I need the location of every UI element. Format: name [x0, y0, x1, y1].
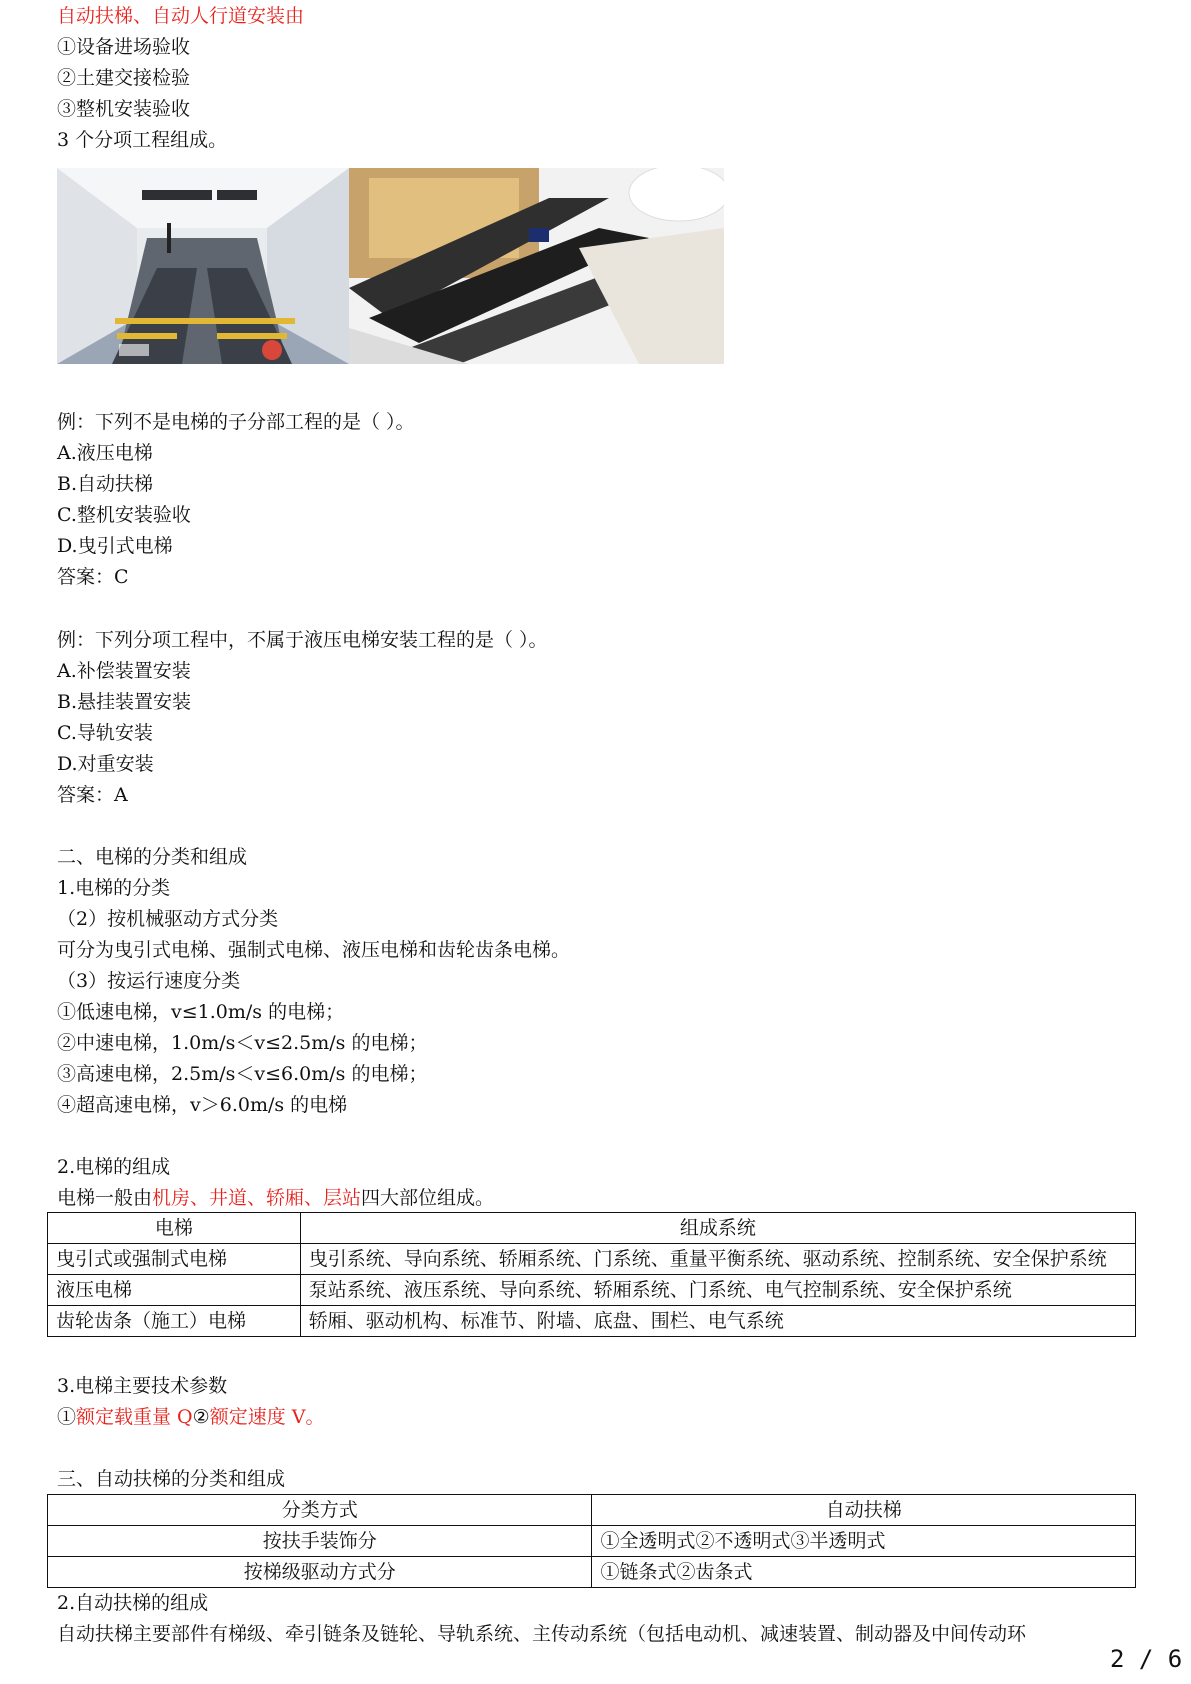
example2-option: D.对重安装 [57, 753, 154, 775]
table-row [48, 1275, 1136, 1306]
speed-class: ③高速电梯，2.5m/s＜v≤6.0m/s 的电梯； [57, 1063, 428, 1085]
intro-item: ①设备进场验收 [57, 36, 191, 58]
page-number: 2 / 6 [1110, 1645, 1183, 1673]
table-row [48, 1557, 1136, 1588]
intro-title: 自动扶梯、自动人行道安装由 [57, 5, 305, 27]
escalator-photo [349, 168, 724, 364]
composition-text [57, 1186, 494, 1210]
param-load: 额定载重量 Q [76, 1406, 193, 1428]
escalator-classification-table [47, 1494, 1136, 1588]
section2-heading: 二、电梯的分类和组成 [57, 846, 248, 868]
section2-sub1: 1.电梯的分类 [57, 877, 171, 899]
example1-option: C.整机安装验收 [57, 504, 191, 526]
table-cell: 曳引系统、导向系统、轿厢系统、门系统、重量平衡系统、驱动系统、控制系统、安全保护系统 [300, 1244, 1135, 1275]
section2-sub3: 3.电梯主要技术参数 [57, 1375, 228, 1397]
example1-question: 例：下列不是电梯的子分部工程的是（ ）。 [57, 411, 415, 433]
example1-option: D.曳引式电梯 [57, 535, 173, 557]
speed-class: ④超高速电梯，v＞6.0m/s 的电梯 [57, 1094, 348, 1116]
intro-item: ③整机安装验收 [57, 98, 191, 120]
elevator-composition-table [47, 1212, 1136, 1337]
table-header-row [48, 1495, 1136, 1526]
table-cell: 按扶手装饰分 [48, 1526, 592, 1557]
example2-option: B.悬挂装置安装 [57, 691, 192, 713]
section2-sub1a-text: 可分为曳引式电梯、强制式电梯、液压电梯和齿轮齿条电梯。 [57, 939, 571, 961]
section3-heading: 三、自动扶梯的分类和组成 [57, 1468, 286, 1490]
table-cell: ①全透明式②不透明式③半透明式 [592, 1526, 1136, 1557]
intro-item: ②土建交接检验 [57, 67, 191, 89]
param-speed: 额定速度 V。 [209, 1406, 325, 1428]
section2-sub1a: （2）按机械驱动方式分类 [57, 908, 279, 930]
moving-walkway-photo [57, 168, 349, 364]
table-header: 电梯 [48, 1213, 301, 1244]
speed-class: ①低速电梯，v≤1.0m/s 的电梯； [57, 1001, 345, 1023]
table-header: 自动扶梯 [592, 1495, 1136, 1526]
example1-option: A.液压电梯 [57, 442, 153, 464]
table-header-row [48, 1213, 1136, 1244]
escalator-photos [57, 168, 724, 364]
example2-option: A.补偿装置安装 [57, 660, 191, 682]
table-cell: 液压电梯 [48, 1275, 301, 1306]
section2-sub2: 2.电梯的组成 [57, 1156, 171, 1178]
section2-sub1b: （3）按运行速度分类 [57, 970, 241, 992]
table-row [48, 1244, 1136, 1275]
composition-pre: 电梯一般由 [57, 1187, 153, 1209]
param-marker: ② [192, 1406, 210, 1428]
table-cell: 齿轮齿条（施工）电梯 [48, 1306, 301, 1337]
composition-parts: 机房、井道、轿厢、层站 [152, 1187, 362, 1209]
section3-sub2-text: 自动扶梯主要部件有梯级、牵引链条及链轮、导轨系统、主传动系统（包括电动机、减速装置、制动器及中间传动环 [57, 1623, 1027, 1645]
table-header: 组成系统 [300, 1213, 1135, 1244]
example2-option: C.导轨安装 [57, 722, 153, 744]
example2-question: 例：下列分项工程中，不属于液压电梯安装工程的是（ ）。 [57, 629, 548, 651]
table-header: 分类方式 [48, 1495, 592, 1526]
example2-answer: 答案：A [57, 784, 128, 806]
composition-post: 四大部位组成。 [361, 1187, 495, 1209]
table-cell: 泵站系统、液压系统、导向系统、轿厢系统、门系统、电气控制系统、安全保护系统 [300, 1275, 1135, 1306]
table-cell: 轿厢、驱动机构、标准节、附墙、底盘、围栏、电气系统 [300, 1306, 1135, 1337]
intro-tail: 3 个分项工程组成。 [57, 129, 228, 151]
example1-answer: 答案：C [57, 566, 129, 588]
technical-params [57, 1405, 324, 1429]
table-row [48, 1526, 1136, 1557]
example1-option: B.自动扶梯 [57, 473, 154, 495]
table-cell: ①链条式②齿条式 [592, 1557, 1136, 1588]
table-row [48, 1306, 1136, 1337]
table-cell: 曳引式或强制式电梯 [48, 1244, 301, 1275]
table-cell: 按梯级驱动方式分 [48, 1557, 592, 1588]
speed-class: ②中速电梯，1.0m/s＜v≤2.5m/s 的电梯； [57, 1032, 428, 1054]
section3-sub2: 2.自动扶梯的组成 [57, 1592, 209, 1614]
param-marker: ① [57, 1406, 77, 1428]
